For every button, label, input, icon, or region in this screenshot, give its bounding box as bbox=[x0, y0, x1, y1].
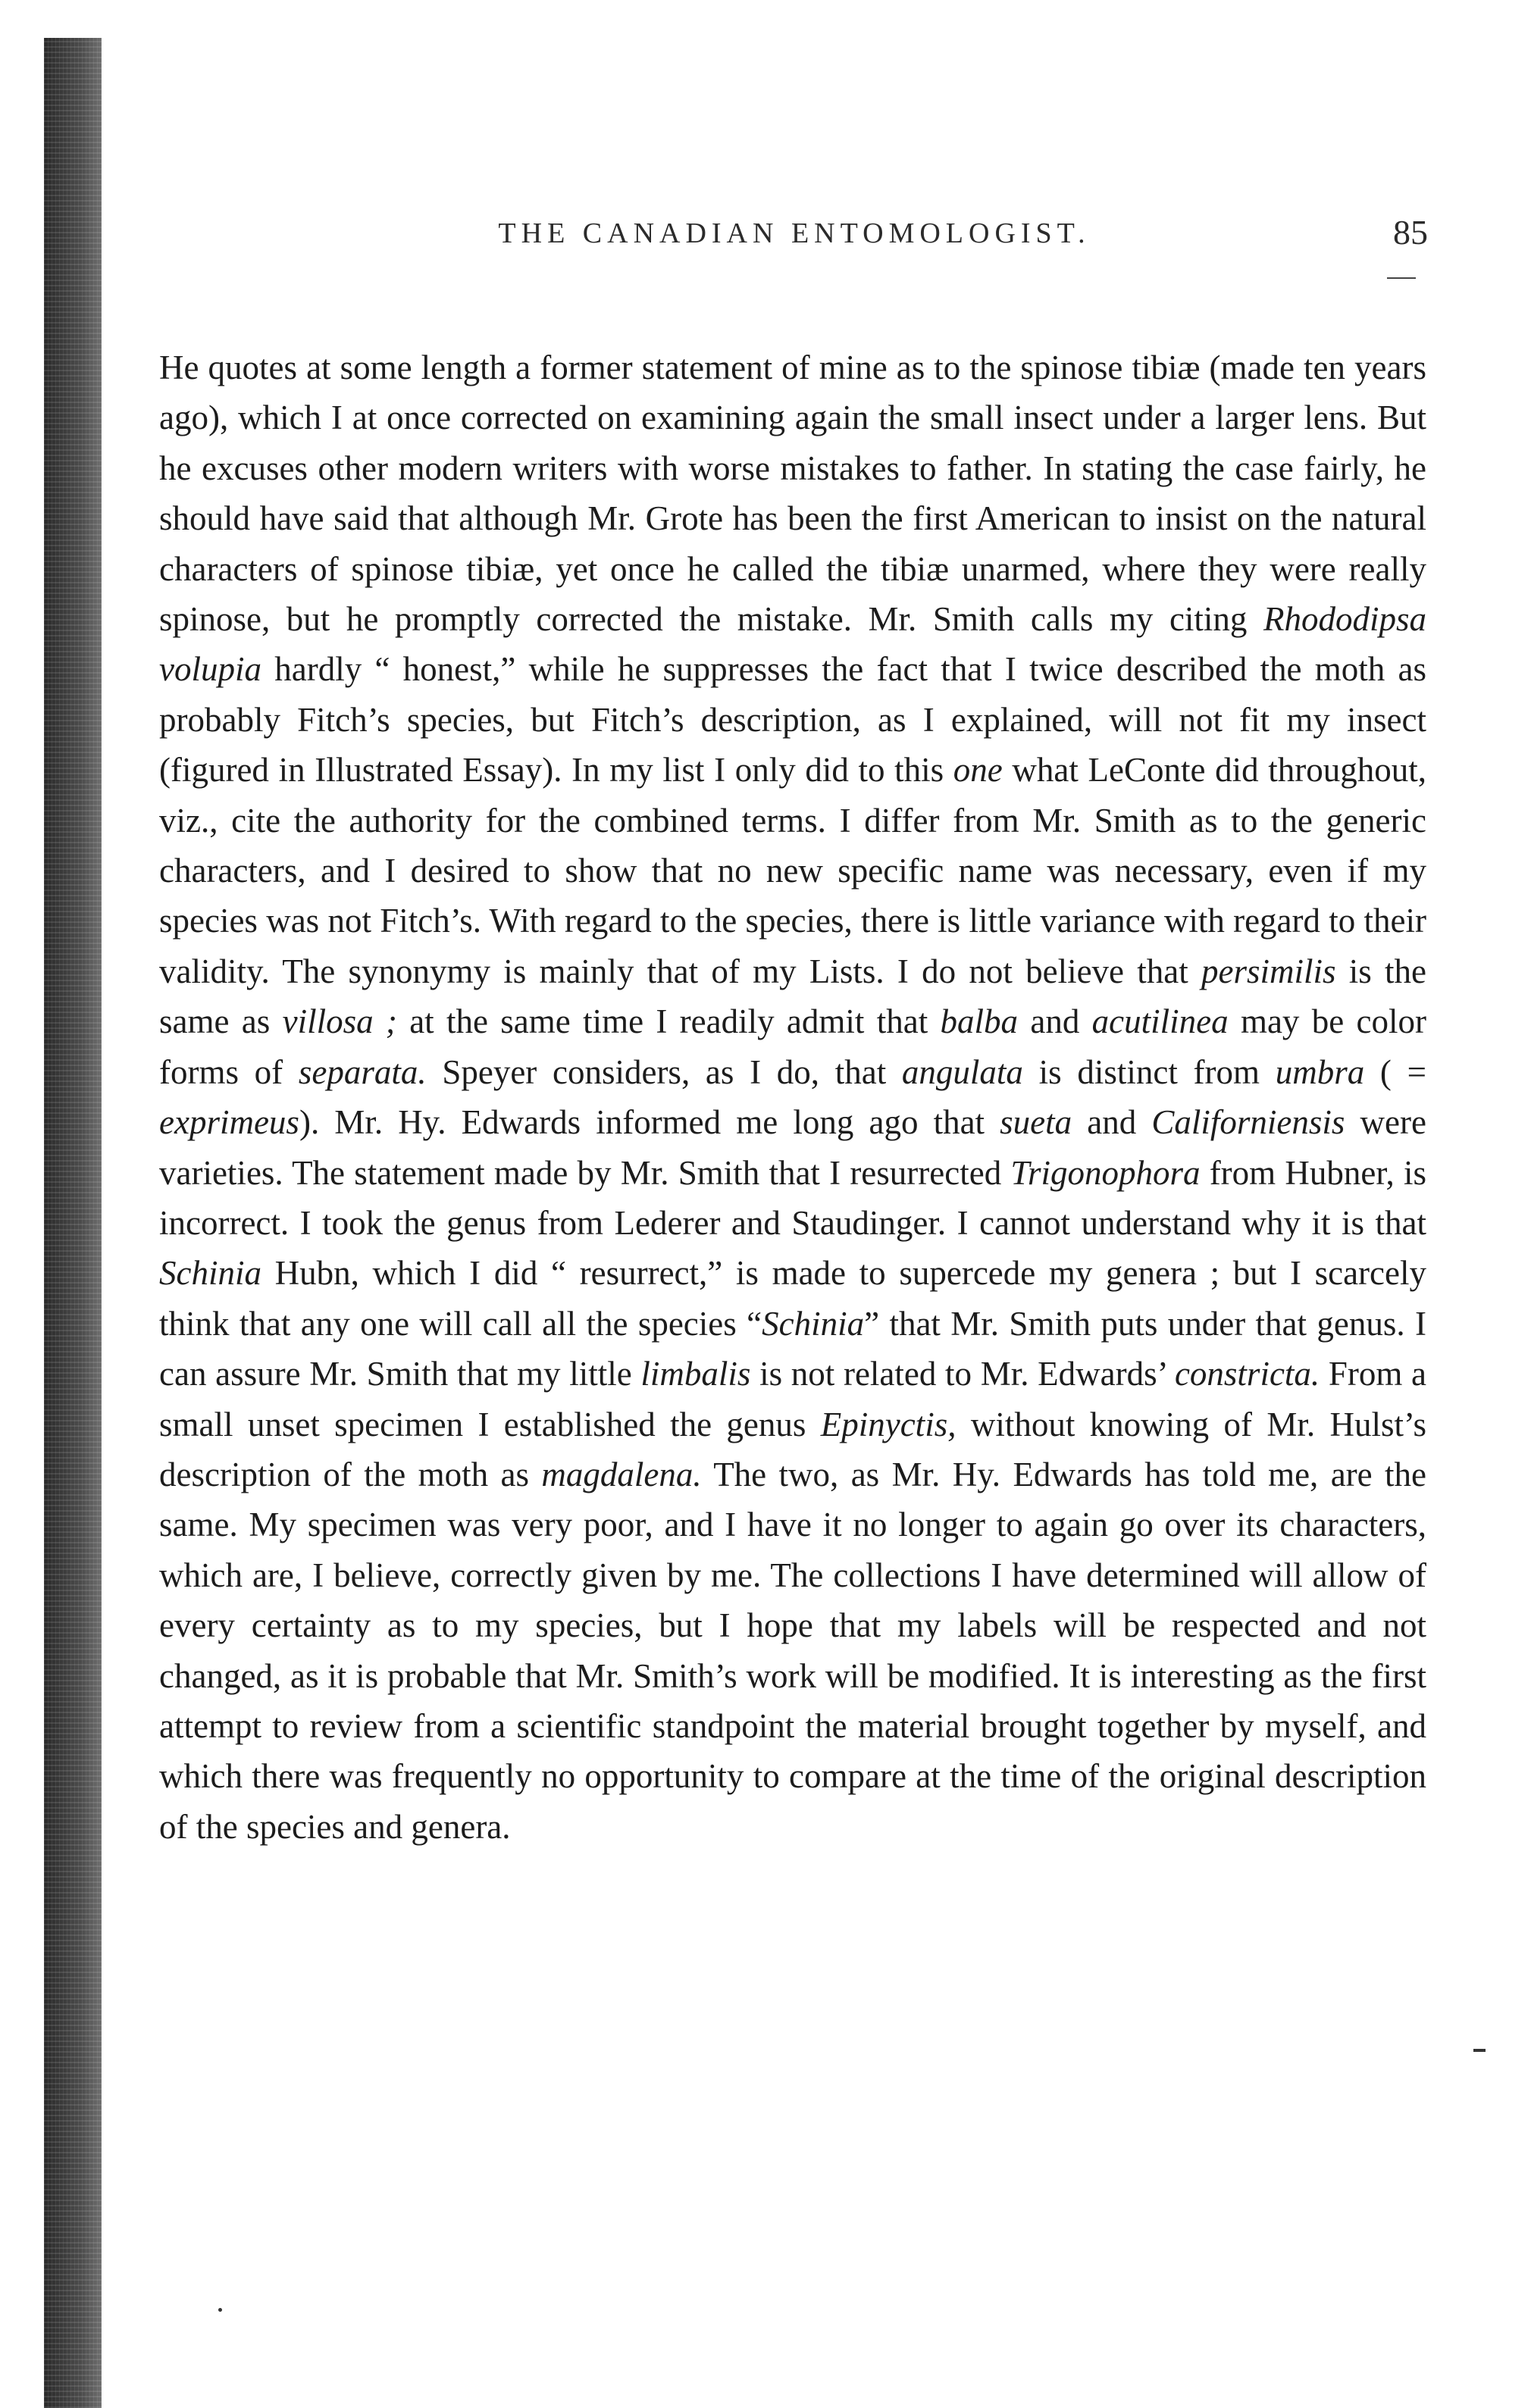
italic-term: magdalena. bbox=[541, 1455, 702, 1493]
body-text-run: From a small unset specimen I established the genus bbox=[159, 1355, 1427, 1443]
italic-term: umbra bbox=[1275, 1052, 1365, 1091]
body-text-run: what LeConte did throughout, viz., cite the authority for the combined terms. I differ from Mr. Smith as to the generic characters, and I desired to show that no new specific name was necessary, even if my species was not Fitch’s. With regard to the species, there is little variance with regard to their validity. The synonymy is mainly that of my Lists. I do not believe that bbox=[159, 751, 1426, 990]
body-text-run: He quotes at some length a former statement of mine as to the spinose tibiæ (made ten years ago), which I at once corrected on examining again the small insect under a larger lens. But he excuses other modern writers with worse mistakes to father. In stating the case fairly, he should have said that although Mr. Grote has been the first American to insist on the natural characters of spinose tibiæ, yet once he called the tibiæ unarmed, where they were really spinose, but he promptly corrected the mistake. Mr. Smith calls my citing bbox=[159, 349, 1426, 639]
journal-title: THE CANADIAN ENTOMOLOGIST. bbox=[498, 217, 1091, 249]
body-text-run: were varieties. The statement made by Mr. Smith that I resurrected bbox=[159, 1103, 1426, 1192]
italic-term: Schinia bbox=[159, 1254, 261, 1293]
stray-mark bbox=[218, 2308, 222, 2312]
italic-term: Rhododipsa volupia bbox=[159, 600, 1426, 689]
body-text-run: ( = bbox=[1364, 1052, 1426, 1091]
body-text-run: is distinct from bbox=[1022, 1052, 1276, 1091]
header-rule bbox=[1387, 277, 1416, 279]
body-text-run: and bbox=[1018, 1002, 1092, 1041]
page-number: 85 bbox=[1393, 213, 1428, 252]
italic-term: Schinia bbox=[762, 1304, 865, 1343]
italic-term: sueta bbox=[1000, 1103, 1072, 1142]
body-text-run: may be color forms of bbox=[159, 1002, 1426, 1091]
body-text-run: is not related to Mr. Edwards’ bbox=[750, 1355, 1175, 1393]
body-paragraph bbox=[159, 342, 1426, 1852]
body-text-run: hardly “ honest,” while he suppresses the fact that I twice described the moth as probably Fitch’s species, but Fitch’s description, as I explained, will not fit my insect (figured in Illustrated Essay). In my list I only did to this bbox=[159, 650, 1426, 790]
italic-term: Trigonophora bbox=[1010, 1153, 1201, 1192]
body-text-run: is the same as bbox=[159, 952, 1426, 1041]
italic-term: Epinyctis, bbox=[820, 1405, 956, 1443]
binding-edge bbox=[44, 38, 102, 2408]
running-head bbox=[161, 213, 1428, 262]
italic-term: villosa ; bbox=[282, 1002, 397, 1041]
body-text-run: ). Mr. Hy. Edwards informed me long ago that bbox=[299, 1103, 1000, 1142]
body-text-run: from Hubner, is incorrect. I took the genus from Lederer and Staudinger. I cannot understand why it is that bbox=[159, 1153, 1426, 1242]
italic-term: acutilinea bbox=[1091, 1002, 1229, 1041]
body-text-run: without knowing of Mr. Hulst’s description of the moth as bbox=[159, 1405, 1426, 1493]
body-text-run: The two, as Mr. Hy. Edwards has told me, are the same. My specimen was very poor, and I have it no longer to again go over its characters, which are, I believe, correctly given by me. The collections I have determined will allow of every certainty as to my species, but I hope that my labels will be respected and not changed, as it is probable that Mr. Smith’s work will be modified. It is interesting as the first attempt to review from a scientific standpoint the material brought together by myself, and which there was frequently no opportunity to compare at the time of the original description of the species and genera. bbox=[159, 1455, 1426, 1846]
body-text-run: and bbox=[1072, 1103, 1152, 1142]
italic-term: constricta. bbox=[1174, 1355, 1320, 1393]
italic-term: one bbox=[953, 751, 1003, 790]
body-text-run: Hubn, which I did “ resurrect,” is made to supercede my genera ; but I scarcely think that any one will call all the species “ bbox=[159, 1254, 1426, 1343]
margin-mark bbox=[1473, 2049, 1486, 2052]
italic-term: angulata bbox=[901, 1052, 1023, 1091]
italic-term: balba bbox=[940, 1002, 1019, 1041]
body-text-run: at the same time I readily admit that bbox=[396, 1002, 941, 1041]
italic-term: Californiensis bbox=[1151, 1103, 1345, 1142]
body-text-run: ” that Mr. Smith puts under that genus. I can assure Mr. Smith that my little bbox=[159, 1304, 1426, 1393]
italic-term: separata. bbox=[298, 1052, 427, 1091]
italic-term: persimilis bbox=[1201, 952, 1336, 990]
italic-term: limbalis bbox=[640, 1355, 751, 1393]
italic-term: exprimeus bbox=[159, 1103, 299, 1142]
body-text-run: Speyer considers, as I do, that bbox=[426, 1052, 902, 1091]
